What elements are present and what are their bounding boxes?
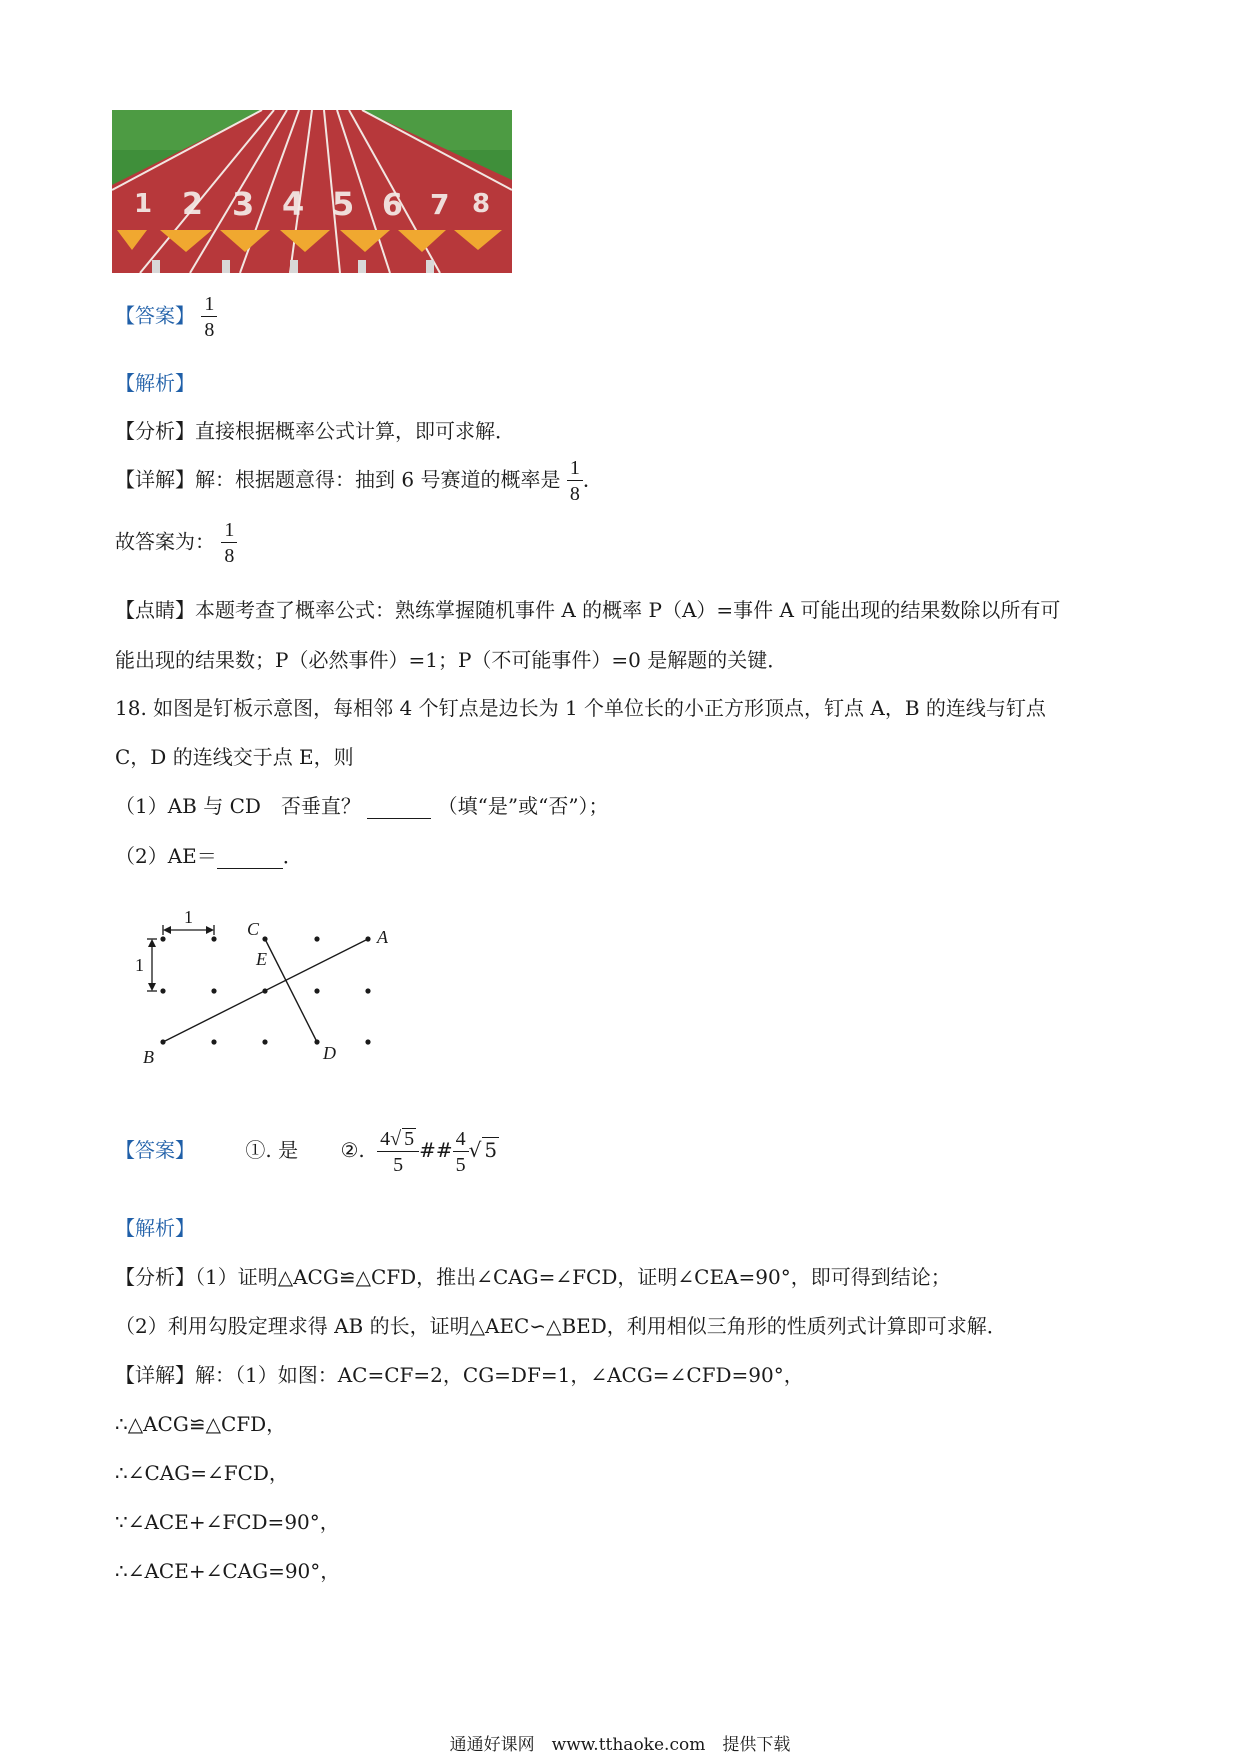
q18-answer-line: 【答案】 ①. 是 ②. $\frac{4√ 5}{5}$ ## $\frac{4}{5}$ √ 5 <box>115 1127 498 1176</box>
unit-arrow-vertical <box>147 939 157 991</box>
lane-number-6: 6 <box>382 188 403 223</box>
xiangjie-end: ． <box>582 467 603 492</box>
part1-text: （1）AB 与 CD 否垂直？ <box>115 794 361 818</box>
part2-blank <box>217 844 283 869</box>
part1-blank <box>367 794 431 819</box>
pegboard-figure <box>125 905 415 1070</box>
xiangjie-fraction <box>567 458 583 504</box>
q18-part1 <box>115 790 609 819</box>
point-label-a: A <box>377 927 388 947</box>
segment-cd <box>265 939 317 1042</box>
unit-label-horizontal: 1 <box>184 907 193 927</box>
q18-xiangjie-line1 <box>115 1359 804 1388</box>
part2-end: ． <box>282 844 303 868</box>
part1-hint: （填“是”或“否”）； <box>437 794 609 818</box>
q17-xiangjie-line <box>115 458 603 504</box>
unit-label-vertical: 1 <box>135 955 144 975</box>
answer-2-alt-fraction <box>453 1129 469 1175</box>
q18-step1: ∴△ACG≌△CFD， <box>115 1412 287 1436</box>
xiangjie-label: 【详解】 <box>115 1363 195 1387</box>
q17-analysis-label: 【解析】 <box>115 371 195 395</box>
fenxi-label: 【分析】 <box>115 419 195 443</box>
q17-answer-line <box>115 294 217 340</box>
q18-question-line2: C，D 的连线交于点 E，则 <box>115 745 354 769</box>
fraction-denominator: 8 <box>569 483 580 505</box>
answer-fraction <box>201 294 217 340</box>
lane-number-2: 2 <box>182 187 203 222</box>
answer-label: 【答案】 <box>115 303 195 328</box>
answer-separator: ## <box>419 1138 453 1162</box>
fraction-denominator: 5 <box>455 1153 466 1176</box>
fraction-denominator: 8 <box>204 319 215 341</box>
running-track-image <box>112 110 512 273</box>
fraction-denominator: 8 <box>224 545 235 567</box>
q18-fenxi-line1 <box>115 1261 951 1290</box>
answer-label: 【答案】 <box>115 1138 195 1162</box>
lane-number-1: 1 <box>134 189 153 219</box>
q18-part2 <box>115 840 303 869</box>
q18-step3: ∵∠ACE+∠FCD=90°， <box>115 1510 340 1534</box>
point-label-d: D <box>323 1043 336 1063</box>
q18-question-line1: 18. 如图是钉板示意图，每相邻 4 个钉点是边长为 1 个单位长的小正方形顶点，钉点 A，B 的连线与钉点 <box>115 696 1046 720</box>
lane-number-4: 4 <box>282 185 305 223</box>
xiangjie-text: 解：根据题意得：抽到 6 号赛道的概率是 <box>195 467 561 492</box>
fenxi-text: （1）证明△ACG≌△CFD，推出∠CAG=∠FCD，证明∠CEA=90°，即可得到结论； <box>195 1265 951 1289</box>
fraction-numerator: 1 <box>567 458 583 481</box>
answer-1: ①. 是 <box>245 1138 299 1162</box>
fraction-denominator: 5 <box>393 1154 404 1176</box>
lane-number-3: 3 <box>232 185 255 223</box>
q18-step2: ∴∠CAG=∠FCD， <box>115 1461 289 1485</box>
q17-dianjing-line2: 能出现的结果数；P（必然事件）=1；P（不可能事件）=0 是解题的关键． <box>115 648 788 672</box>
fenxi-label: 【分析】 <box>115 1265 195 1289</box>
dianjing-label: 【点睛】 <box>115 598 195 622</box>
q17-fenxi-line <box>115 415 515 444</box>
point-label-e: E <box>256 949 267 969</box>
fraction-numerator: 1 <box>201 294 217 317</box>
fraction-numerator: 4 <box>453 1129 469 1152</box>
sqrt-radicand: 5 <box>404 1128 415 1150</box>
lane-number-7: 7 <box>430 188 450 221</box>
q17-dianjing-line1 <box>115 594 1060 623</box>
part2-text: （2）AE＝ <box>115 844 217 868</box>
answer-2-alt-radicand: 5 <box>484 1138 498 1162</box>
lane-number-5: 5 <box>332 185 355 223</box>
fraction-numerator: 4√ 5 <box>377 1128 419 1152</box>
answer-2-prefix: ②. <box>340 1138 365 1162</box>
sqrt-coefficient: 4 <box>380 1128 391 1150</box>
fenxi-text: 直接根据概率公式计算，即可求解． <box>195 419 515 443</box>
conclusion-text: 故答案为： <box>115 529 215 554</box>
q18-step4: ∴∠ACE+∠CAG=90°， <box>115 1559 341 1583</box>
q18-analysis-label: 【解析】 <box>115 1216 195 1240</box>
conclusion-fraction <box>221 520 237 566</box>
answer-2-fraction <box>377 1128 419 1175</box>
xiangjie-text: 解：（1）如图：AC=CF=2，CG=DF=1，∠ACG=∠CFD=90°， <box>195 1363 804 1387</box>
q18-fenxi-line2: （2）利用勾股定理求得 AB 的长，证明△AEC∽△BED，利用相似三角形的性质列式计算即可求解． <box>115 1314 1007 1338</box>
lane-number-8: 8 <box>472 189 491 219</box>
xiangjie-label: 【详解】 <box>115 467 195 492</box>
point-label-c: C <box>247 919 260 939</box>
fraction-numerator: 1 <box>221 520 237 543</box>
point-label-b: B <box>143 1047 154 1067</box>
q17-conclusion-line <box>115 520 237 566</box>
page-footer: 通通好课网 www.tthaoke.com 提供下载 <box>449 1735 791 1755</box>
dianjing-text: 本题考查了概率公式：熟练掌握随机事件 A 的概率 P（A）=事件 A 可能出现的结果数除以所有可 <box>195 598 1061 622</box>
